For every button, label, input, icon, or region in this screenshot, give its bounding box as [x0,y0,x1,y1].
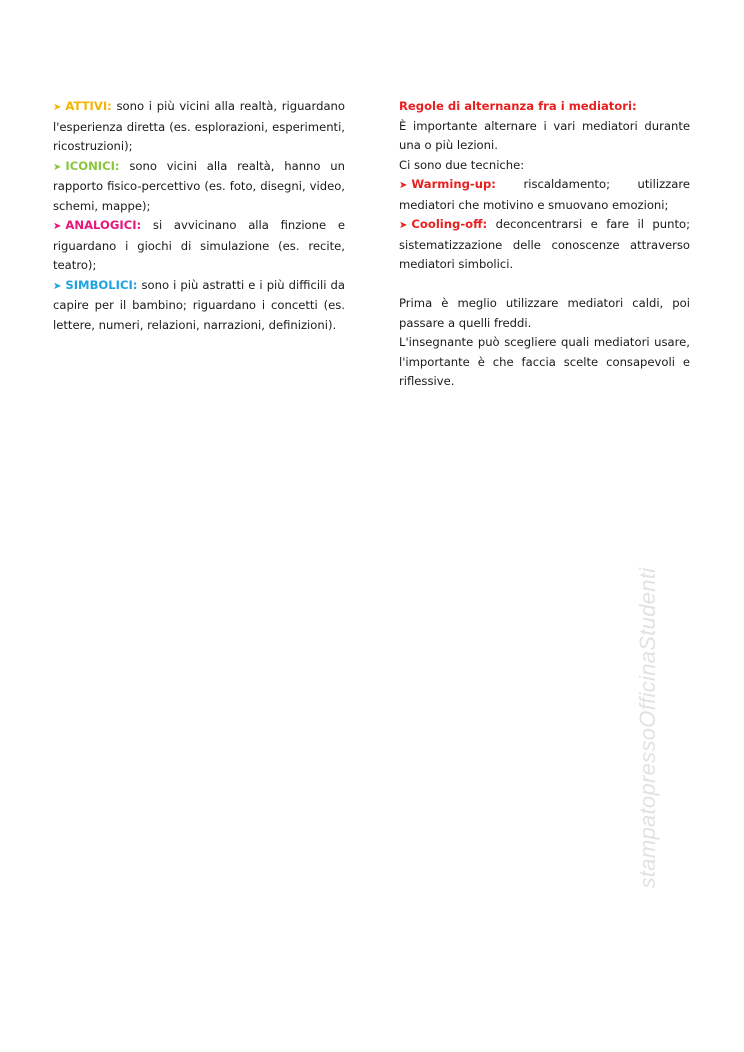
arrow-bullet-icon: ➤ [53,280,62,292]
keyword-attivi: ATTIVI: [65,99,112,113]
arrow-bullet-icon: ➤ [53,102,62,113]
technique-warming-up [399,175,690,215]
arrow-bullet-icon: ➤ [399,220,408,231]
item-analogici [53,216,345,276]
text-iconici: sono vicini alla realtà, hanno un rapporto fisico-percettivo (es. foto, disegni, video, schemi, mappe); [53,158,345,213]
mediator-types-column [53,97,345,335]
arrow-bullet-icon: ➤ [53,161,62,173]
keyword-cooling-off: Cooling-off: [411,217,488,231]
techniques-intro: Ci sono due tecniche: [399,157,525,172]
alternation-rules-column [399,97,690,392]
keyword-iconici: ICONICI: [65,158,120,173]
item-simbolici [53,276,345,336]
item-iconici [53,157,345,217]
section-heading: Regole di alternanza fra i mediatori: [399,99,637,113]
closing-paragraph-2: L'insegnante può scegliere quali mediatori usare, l'importante è che faccia scelte consapevoli e riflessive. [399,335,690,388]
text-analogici: si avvicinano alla finzione e riguardano i giochi di simulazione (es. recite, teatro); [53,218,345,272]
paragraph-spacer [399,275,690,295]
arrow-bullet-icon: ➤ [399,180,408,191]
keyword-warming-up: Warming-up: [411,177,496,191]
text-cooling-off: deconcentrarsi e fare il punto; sistematizzazione delle conoscenze attraverso mediatori simbolici. [399,217,690,271]
technique-cooling-off [399,215,690,275]
keyword-analogici: ANALOGICI: [65,218,142,232]
text-simbolici: sono i più astratti e i più difficili da capire per il bambino; riguardano i concetti (es. lettere, numeri, relazioni, narrazioni, definizioni). [53,277,345,332]
arrow-bullet-icon: ➤ [53,221,62,232]
keyword-simbolici: SIMBOLICI: [65,277,138,292]
intro-paragraph: È importante alternare i vari mediatori durante una o più lezioni. [399,118,690,152]
watermark-text: stampatopressoOfficinaStudenti [635,567,660,889]
closing-paragraph-1: Prima è meglio utilizzare mediatori caldi, poi passare a quelli freddi. [399,296,690,330]
item-attivi [53,97,345,157]
text-attivi: sono i più vicini alla realtà, riguardano l'esperienza diretta (es. esplorazioni, esperimenti, ricostruzioni); [53,99,345,153]
text-warming-up: riscaldamento; utilizzare mediatori che motivino e smuovano emozioni; [399,177,690,212]
